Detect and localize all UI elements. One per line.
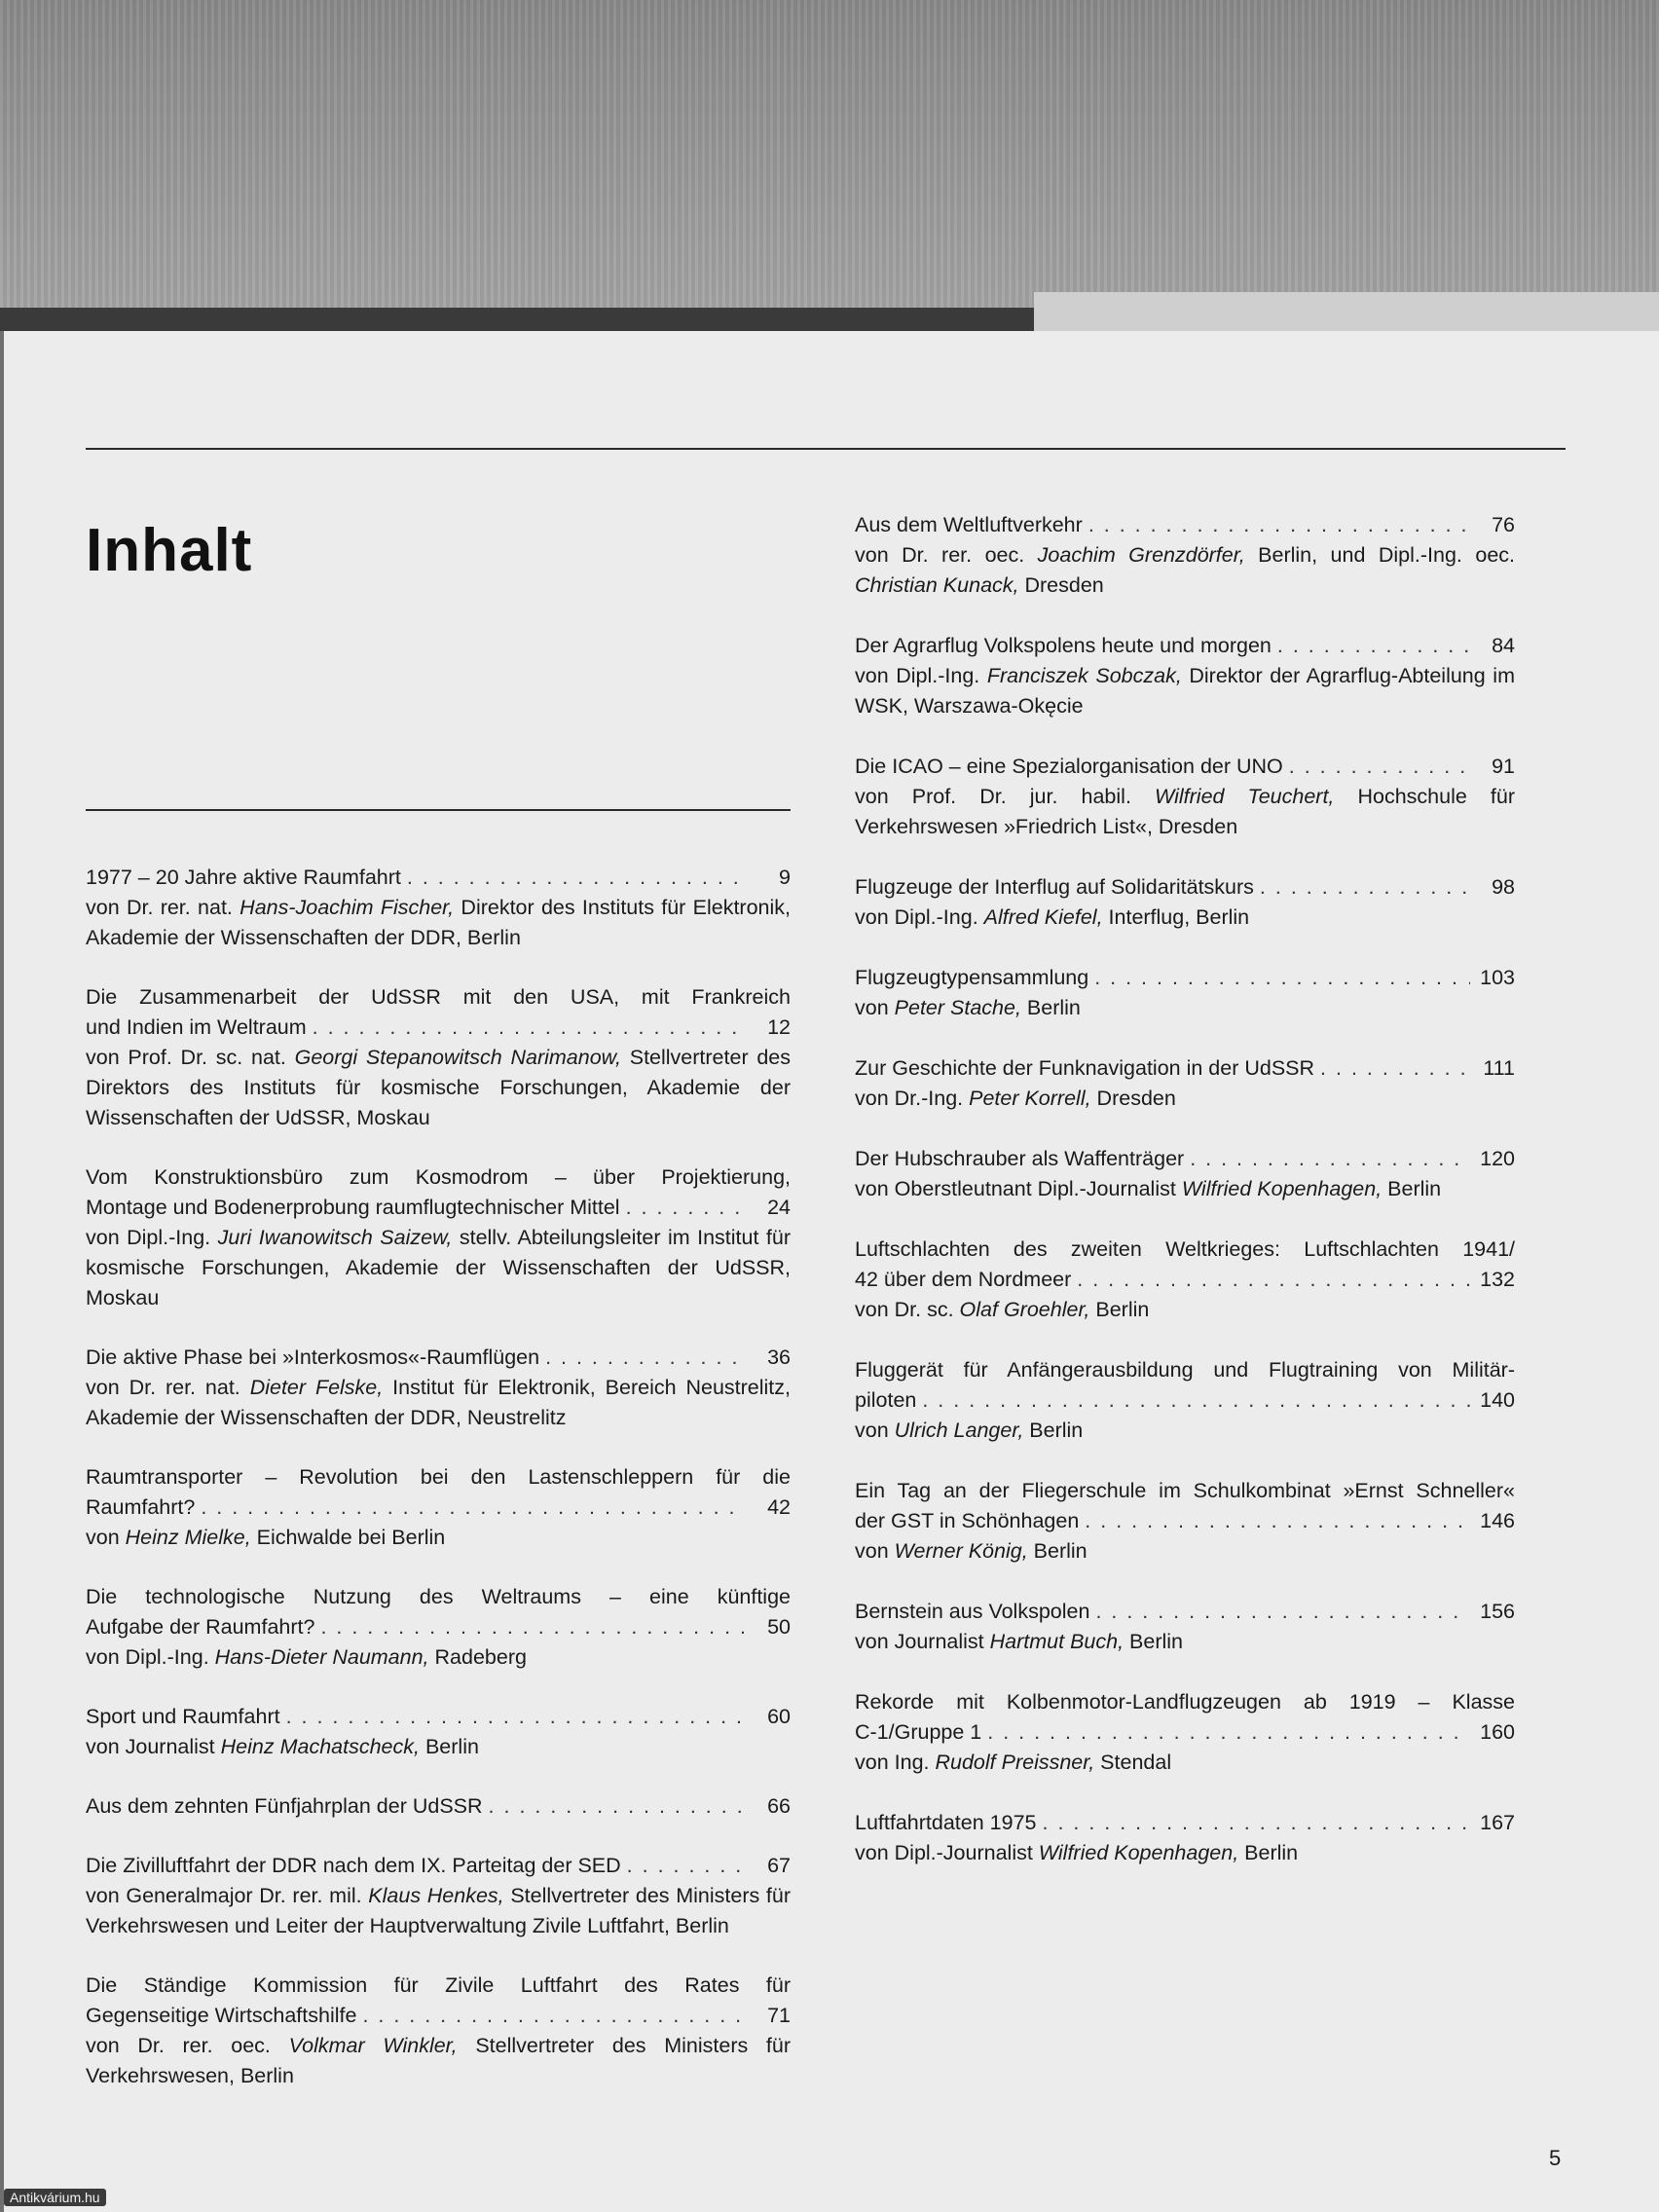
toc-entry	[855, 872, 1515, 933]
author-text: Berlin	[1124, 1630, 1184, 1653]
dot-leader	[626, 1193, 746, 1223]
entry-title: piloten	[855, 1388, 917, 1412]
toc-entry	[86, 1791, 791, 1822]
author-text: von	[855, 1419, 895, 1442]
entry-title: Aufgabe der Raumfahrt?	[86, 1615, 315, 1639]
author-name: Heinz Machatscheck,	[220, 1735, 420, 1758]
author-text: Hochschule für Verkehrswesen »Friedrich List«, Dresden	[855, 785, 1515, 838]
entry-author-line	[855, 540, 1515, 601]
author-name: Wilfried Teuchert,	[1155, 785, 1335, 808]
entry-title: der GST in Schönhagen	[855, 1509, 1080, 1532]
author-name: Joachim Grenzdörfer,	[1037, 543, 1245, 567]
dot-leader	[1260, 872, 1470, 903]
author-text: von Dipl.-Ing.	[86, 1226, 218, 1249]
dot-leader	[1277, 631, 1470, 661]
author-name: Georgi Stepanowitsch Narimanow,	[294, 1046, 621, 1069]
entry-page-number: 98	[1492, 875, 1515, 899]
toc-entry	[86, 1343, 791, 1433]
toc-entry	[855, 1687, 1515, 1778]
entry-title-row	[855, 510, 1515, 540]
toc-entry	[86, 1702, 791, 1762]
entry-title: Zur Geschichte der Funknavigation in der UdSSR	[855, 1056, 1315, 1080]
dot-leader	[489, 1791, 746, 1822]
toc-entry	[855, 1808, 1515, 1868]
entry-page-number: 36	[767, 1346, 791, 1369]
toc-entry	[855, 1144, 1515, 1204]
author-text: von	[855, 1539, 895, 1563]
entry-title: Luftfahrtdaten 1975	[855, 1811, 1037, 1834]
entry-title: und Indien im Weltraum	[86, 1015, 307, 1039]
entry-title: Der Agrarflug Volkspolens heute und morgen	[855, 634, 1272, 657]
toc-right-column	[855, 510, 1515, 1899]
toc-entry	[855, 752, 1515, 842]
entry-author-line	[855, 903, 1515, 933]
toc-entry	[86, 982, 791, 1133]
author-text: von Dipl.-Ing.	[86, 1645, 215, 1669]
entry-title: Montage und Bodenerprobung raumflugtechnischer Mittel	[86, 1196, 620, 1219]
entry-title: Aus dem zehnten Fünfjahrplan der UdSSR	[86, 1794, 483, 1818]
dot-leader	[320, 1612, 746, 1642]
author-text: von Prof. Dr. sc. nat.	[86, 1046, 295, 1069]
entry-title-row	[855, 1265, 1515, 1295]
entry-title-line: Rekorde mit Kolbenmotor-Landflugzeugen ab 1919 – Klasse	[855, 1690, 1515, 1714]
entry-title-row	[86, 863, 791, 893]
author-name: Alfred Kiefel,	[983, 905, 1103, 929]
entry-title: Gegenseitige Wirtschaftshilfe	[86, 2004, 357, 2027]
author-name: Rudolf Preissner,	[935, 1751, 1095, 1774]
entry-title: Die Zivilluftfahrt der DDR nach dem IX. Parteitag der SED	[86, 1854, 621, 1877]
author-text: Institut für Elektronik, Bereich Neustrelitz, Akademie der Wissenschaften der DDR, Neustrelitz	[86, 1376, 792, 1429]
entry-page-number: 50	[767, 1615, 791, 1639]
author-text: Dresden	[1018, 573, 1104, 597]
toc-entry	[855, 1476, 1515, 1567]
author-name: Klaus Henkes,	[368, 1884, 504, 1907]
author-text: Stellvertreter des Ministers für Verkehrswesen und Leiter der Hauptverwaltung Zivile Luftfahrt, Berlin	[86, 1884, 791, 1937]
author-text: von Dr. rer. nat.	[86, 896, 240, 919]
entry-author-line	[86, 1523, 791, 1553]
author-text: Stellvertreter des Ministers für Verkehrswesen, Berlin	[86, 2034, 792, 2087]
entry-page-number: 84	[1492, 634, 1515, 657]
toc-entry	[855, 631, 1515, 721]
page-number: 5	[1549, 2146, 1562, 2170]
dot-leader	[201, 1493, 746, 1523]
entry-page-number: 91	[1492, 755, 1515, 778]
dot-leader	[987, 1717, 1470, 1748]
entry-title-row	[86, 1612, 791, 1642]
entry-author-line	[86, 1881, 791, 1941]
author-text: von Ing.	[855, 1751, 936, 1774]
author-text: von Prof. Dr. jur. habil.	[855, 785, 1155, 808]
entry-title: Raumfahrt?	[86, 1495, 196, 1519]
entry-title-row	[855, 752, 1515, 782]
entry-author-line	[86, 1223, 791, 1313]
author-text: Berlin	[1382, 1177, 1442, 1200]
author-name: Wilfried Kopenhagen,	[1038, 1841, 1239, 1864]
dot-leader	[1085, 1506, 1470, 1536]
entry-title-line: Fluggerät für Anfängerausbildung und Flugtraining von Militär-	[855, 1358, 1515, 1382]
toc-entry	[86, 1462, 791, 1553]
author-text: von Oberstleutnant Dipl.-Journalist	[855, 1177, 1182, 1200]
entry-page-number: 66	[767, 1794, 791, 1818]
entry-author-line	[855, 1627, 1515, 1657]
author-name: Hartmut Buch,	[989, 1630, 1124, 1653]
author-text: von Dipl.-Ing.	[855, 664, 987, 687]
entry-author-line	[855, 1084, 1515, 1114]
page-title: Inhalt	[86, 517, 253, 584]
entry-page-number: 167	[1480, 1811, 1515, 1834]
dot-leader	[1190, 1144, 1470, 1174]
dot-leader	[313, 1013, 746, 1043]
author-text: von Dipl.-Ing.	[855, 905, 984, 929]
dot-leader	[407, 863, 746, 893]
entry-author-line	[855, 1748, 1515, 1778]
entry-title-row	[86, 1791, 791, 1822]
entry-title-row	[86, 1193, 791, 1223]
entry-page-number: 146	[1480, 1509, 1515, 1532]
entry-page-number: 60	[767, 1705, 791, 1728]
entry-author-line	[855, 1416, 1515, 1446]
entry-page-number: 71	[767, 2004, 791, 2027]
author-name: Werner König,	[894, 1539, 1028, 1563]
author-name: Volkmar Winkler,	[288, 2034, 458, 2057]
entry-author-line	[855, 993, 1515, 1023]
entry-title-line: Luftschlachten des zweiten Weltkrieges: Luftschlachten 1941/	[855, 1237, 1515, 1261]
opposite-page-edge	[1034, 292, 1659, 331]
author-text: Direktor der Agrarflug-Abteilung im WSK, Warszawa-Okęcie	[855, 664, 1515, 718]
toc-entry	[86, 863, 791, 953]
toc-entry	[855, 963, 1515, 1023]
entry-page-number: 103	[1480, 966, 1515, 989]
entry-title-line: Ein Tag an der Fliegerschule im Schulkombinat »Ernst Schneller«	[855, 1479, 1515, 1502]
watermark: Antikvárium.hu	[4, 2189, 106, 2206]
entry-author-line	[86, 1043, 791, 1133]
entry-title-row	[855, 963, 1515, 993]
entry-title-line: Vom Konstruktionsbüro zum Kosmodrom – über Projektierung,	[86, 1165, 791, 1189]
author-text: Interflug, Berlin	[1102, 905, 1250, 929]
author-text: von Dipl.-Journalist	[855, 1841, 1039, 1864]
dot-leader	[1094, 963, 1470, 993]
author-name: Juri Iwanowitsch Saizew,	[217, 1226, 453, 1249]
entry-title-row	[855, 1053, 1515, 1084]
author-text: Stellvertreter des Direktors des Instituts für kosmische Forschungen, Akademie der Wissenschaften der UdSSR, Moskau	[86, 1046, 792, 1129]
author-text: von Dr. rer. oec.	[86, 2034, 289, 2057]
entry-author-line	[855, 1838, 1515, 1868]
dot-leader	[922, 1385, 1470, 1416]
author-name: Peter Stache,	[894, 996, 1021, 1019]
entry-title-row	[855, 1808, 1515, 1838]
entry-page-number: 42	[767, 1495, 791, 1519]
entry-title-row	[855, 1597, 1515, 1627]
author-text: Berlin	[1089, 1298, 1150, 1321]
author-text: stellv. Abteilungsleiter im Institut für kosmische Forschungen, Akademie der Wissenschaften der UdSSR, Moskau	[86, 1226, 791, 1309]
entry-page-number: 111	[1483, 1056, 1515, 1080]
entry-title-row	[86, 1702, 791, 1732]
author-text: Berlin	[1020, 996, 1081, 1019]
toc-left-column	[86, 863, 791, 2120]
author-name: Wilfried Kopenhagen,	[1181, 1177, 1382, 1200]
dot-leader	[627, 1851, 746, 1881]
entry-title-row	[86, 2001, 791, 2031]
entry-author-line	[86, 893, 791, 953]
dot-leader	[1320, 1053, 1470, 1084]
entry-title: 42 über dem Nordmeer	[855, 1268, 1072, 1291]
entry-page-number: 120	[1480, 1147, 1515, 1170]
author-text: von Dr. rer. oec.	[855, 543, 1038, 567]
author-name: Franciszek Sobczak,	[986, 664, 1182, 687]
entry-title: Der Hubschrauber als Waffenträger	[855, 1147, 1185, 1170]
entry-page-number: 76	[1492, 513, 1515, 536]
author-name: Christian Kunack,	[855, 573, 1019, 597]
entry-title: Die ICAO – eine Spezialorganisation der UNO	[855, 755, 1283, 778]
author-name: Peter Korrell,	[969, 1087, 1091, 1110]
entry-title-row	[86, 1343, 791, 1373]
entry-title: Flugzeugtypensammlung	[855, 966, 1089, 989]
entry-author-line	[855, 1536, 1515, 1567]
author-name: Ulrich Langer,	[894, 1419, 1024, 1442]
entry-title-row	[86, 1013, 791, 1043]
top-rule	[86, 448, 1566, 450]
toc-entry	[855, 510, 1515, 601]
entry-page-number: 140	[1480, 1388, 1515, 1412]
entry-author-line	[855, 661, 1515, 721]
author-name: Heinz Mielke,	[125, 1526, 251, 1549]
entry-title: Sport und Raumfahrt	[86, 1705, 280, 1728]
author-text: Direktor des Instituts für Elektronik, Akademie der Wissenschaften der DDR, Berlin	[86, 896, 791, 949]
entry-author-line	[86, 2031, 791, 2091]
author-text: von	[855, 996, 895, 1019]
entry-title-row	[855, 1385, 1515, 1416]
dot-leader	[545, 1343, 746, 1373]
author-text: von Journalist	[86, 1735, 221, 1758]
author-text: von Dr.-Ing.	[855, 1087, 970, 1110]
author-text: Eichwalde bei Berlin	[250, 1526, 446, 1549]
entry-page-number: 24	[767, 1196, 791, 1219]
dot-leader	[1289, 752, 1470, 782]
toc-entry	[86, 1851, 791, 1941]
entry-title: C-1/Gruppe 1	[855, 1720, 982, 1744]
entry-title-row	[855, 1717, 1515, 1748]
author-text: Berlin	[1238, 1841, 1299, 1864]
author-name: Hans-Dieter Naumann,	[214, 1645, 429, 1669]
toc-entry	[855, 1355, 1515, 1446]
entry-title-row	[855, 1506, 1515, 1536]
author-text: von Dr. sc.	[855, 1298, 960, 1321]
entry-page-number: 156	[1480, 1600, 1515, 1623]
entry-title: Aus dem Weltluftverkehr	[855, 513, 1083, 536]
entry-page-number: 67	[767, 1854, 791, 1877]
entry-author-line	[86, 1732, 791, 1762]
author-text: Stendal	[1094, 1751, 1172, 1774]
entry-title-line: Die Zusammenarbeit der UdSSR mit den USA, mit Frankreich	[86, 985, 791, 1009]
entry-author-line	[86, 1642, 791, 1673]
author-text: von Generalmajor Dr. rer. mil.	[86, 1884, 369, 1907]
entry-page-number: 9	[779, 866, 791, 889]
entry-title-line: Raumtransporter – Revolution bei den Lastenschleppern für die	[86, 1465, 791, 1489]
entry-author-line	[855, 782, 1515, 842]
entry-title: Die aktive Phase bei »Interkosmos«-Raumflügen	[86, 1346, 540, 1369]
dot-leader	[286, 1702, 746, 1732]
entry-title: 1977 – 20 Jahre aktive Raumfahrt	[86, 866, 401, 889]
dot-leader	[1088, 510, 1470, 540]
entry-title-row	[86, 1851, 791, 1881]
author-name: Olaf Groehler,	[959, 1298, 1090, 1321]
entry-author-line	[855, 1295, 1515, 1325]
author-text: Berlin, und Dipl.-Ing. oec.	[1244, 543, 1515, 567]
dot-leader	[1043, 1808, 1471, 1838]
entry-title-row	[86, 1493, 791, 1523]
desk-background	[0, 0, 1659, 331]
entry-title: Flugzeuge der Interflug auf Solidaritätskurs	[855, 875, 1254, 899]
toc-entry	[855, 1235, 1515, 1325]
left-column-rule	[86, 809, 791, 811]
toc-entry	[86, 1162, 791, 1313]
author-text: von Journalist	[855, 1630, 990, 1653]
author-text: Radeberg	[428, 1645, 527, 1669]
entry-author-line	[86, 1373, 791, 1433]
entry-title-row	[855, 1144, 1515, 1174]
entry-author-line	[855, 1174, 1515, 1204]
author-text: Berlin	[419, 1735, 479, 1758]
toc-entry	[855, 1597, 1515, 1657]
entry-page-number: 160	[1480, 1720, 1515, 1744]
entry-page-number: 132	[1480, 1268, 1515, 1291]
toc-entry	[86, 1971, 791, 2091]
entry-title-row	[855, 631, 1515, 661]
toc-entry	[855, 1053, 1515, 1114]
author-text: von	[86, 1526, 126, 1549]
entry-title-line: Die Ständige Kommission für Zivile Luftfahrt des Rates für	[86, 1973, 791, 1997]
author-text: Berlin	[1023, 1419, 1084, 1442]
entry-page-number: 12	[767, 1015, 791, 1039]
entry-title-line: Die technologische Nutzung des Weltraums – eine künftige	[86, 1585, 791, 1608]
entry-title-row	[855, 872, 1515, 903]
entry-title: Bernstein aus Volkspolen	[855, 1600, 1090, 1623]
author-text: Dresden	[1090, 1087, 1176, 1110]
dot-leader	[1077, 1265, 1470, 1295]
author-name: Hans-Joachim Fischer,	[240, 896, 455, 919]
author-text: Berlin	[1027, 1539, 1088, 1563]
author-name: Dieter Felske,	[249, 1376, 384, 1399]
dot-leader	[1095, 1597, 1470, 1627]
dot-leader	[362, 2001, 746, 2031]
author-text: von Dr. rer. nat.	[86, 1376, 250, 1399]
toc-entry	[86, 1582, 791, 1673]
